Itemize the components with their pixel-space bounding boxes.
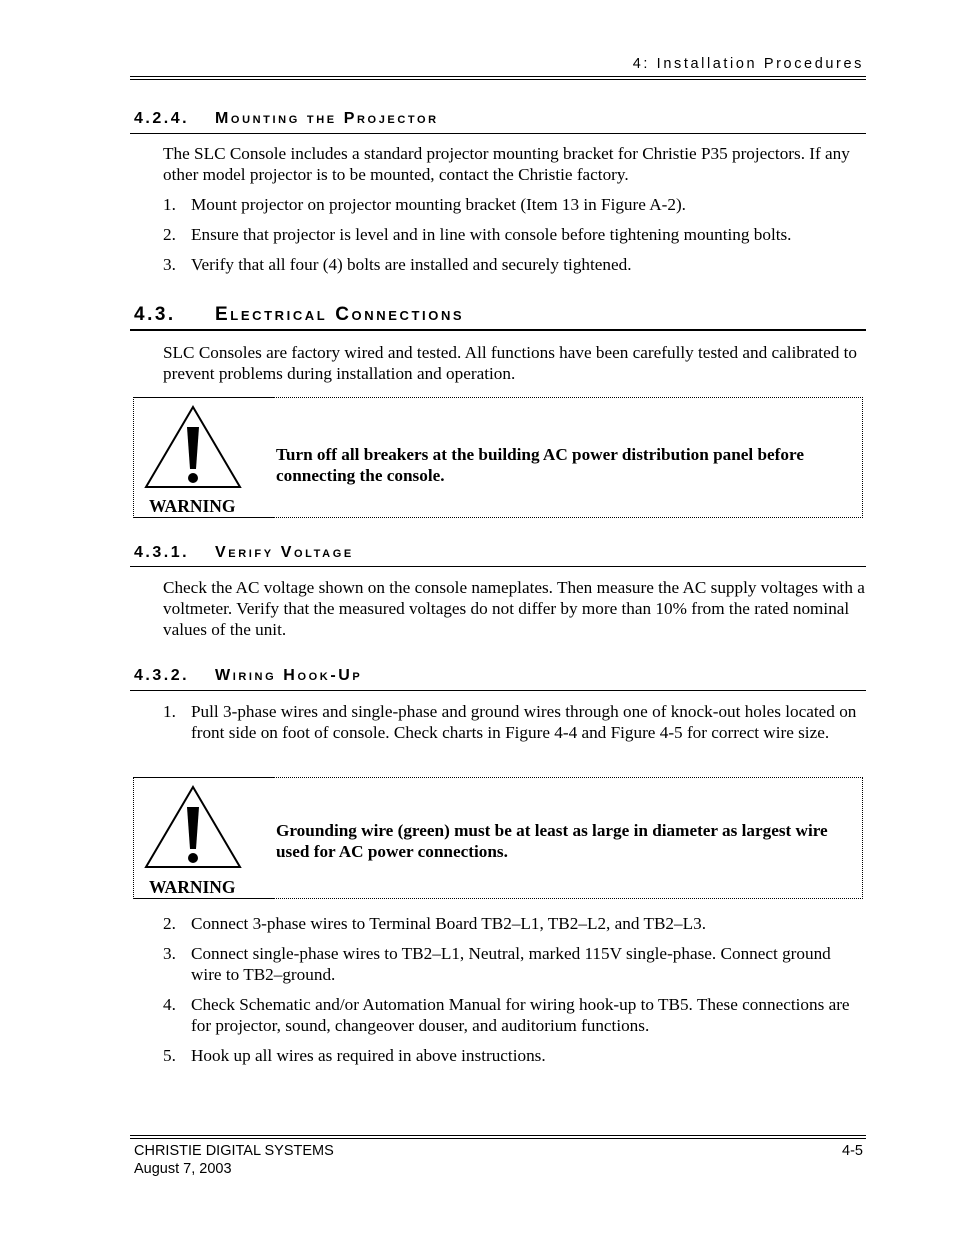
running-header: 4: Installation Procedures: [632, 56, 864, 72]
mounting-intro: The SLC Console includes a standard projector mounting bracket for Christie P35 projectors. If any other model projector is to be mounted, contact the Christie factory.: [163, 144, 850, 184]
mounting-step-1-number: 1.: [163, 195, 176, 214]
warning-text-breakers: Turn off all breakers at the building AC power distribution panel before connecting the console.: [276, 445, 804, 485]
section-rule-4-3-2: [130, 690, 866, 691]
wiring-step-5-number: 5.: [163, 1046, 176, 1065]
wiring-step-1-number: 1.: [163, 702, 176, 721]
wiring-step-3-number: 3.: [163, 944, 176, 963]
section-rule-4-2-4: [130, 133, 866, 134]
header-rule-top: [130, 76, 866, 77]
section-number-4-3: 4.3.: [134, 304, 176, 325]
mounting-step-3-number: 3.: [163, 255, 176, 274]
wiring-step-3: Connect single-phase wires to TB2–L1, Neutral, marked 115V single-phase. Connect ground wire to TB2–ground.: [191, 944, 831, 984]
wiring-step-4: Check Schematic and/or Automation Manual for wiring hook-up to TB5. These connections are for projector, sound, changeover douser, and auditorium functions.: [191, 995, 850, 1035]
mounting-step-2: Ensure that projector is level and in line with console before tightening mounting bolts.: [191, 225, 792, 244]
wiring-step-2-number: 2.: [163, 914, 176, 933]
mounting-step-1: Mount projector on projector mounting bracket (Item 13 in Figure A-2).: [191, 195, 686, 214]
section-rule-4-3-1: [130, 566, 866, 567]
mounting-step-3: Verify that all four (4) bolts are installed and securely tightened.: [191, 255, 632, 274]
section-title-verify-voltage: Verify Voltage: [215, 544, 354, 561]
footer-company: CHRISTIE DIGITAL SYSTEMS: [134, 1143, 334, 1159]
wiring-step-2: Connect 3-phase wires to Terminal Board TB2–L1, TB2–L2, and TB2–L3.: [191, 914, 706, 933]
wiring-step-4-number: 4.: [163, 995, 176, 1014]
section-title-electrical: Electrical Connections: [215, 304, 465, 325]
warning-box-breakers: [133, 397, 863, 518]
warning-label: WARNING: [149, 496, 236, 516]
warning-triangle-icon: [144, 405, 242, 489]
warning-text-grounding: Grounding wire (green) must be at least as large in diameter as largest wire used for AC power connections.: [276, 821, 828, 861]
section-title-wiring: Wiring Hook-Up: [215, 667, 363, 684]
wiring-step-5: Hook up all wires as required in above instructions.: [191, 1046, 546, 1065]
footer-date: August 7, 2003: [134, 1161, 232, 1177]
warning-box-grounding: [133, 777, 863, 899]
section-number-4-3-1: 4.3.1.: [134, 544, 190, 561]
section-title-mounting: Mounting the Projector: [215, 110, 439, 127]
electrical-intro: SLC Consoles are factory wired and tested. All functions have been carefully tested and calibrated to prevent problems during installation and operation.: [163, 343, 857, 383]
footer-rule-top: [130, 1135, 866, 1136]
footer-rule-bottom: [130, 1138, 866, 1139]
mounting-step-2-number: 2.: [163, 225, 176, 244]
header-rule-bottom: [130, 79, 866, 80]
warning-triangle-icon: [144, 785, 242, 869]
wiring-step-1: Pull 3-phase wires and single-phase and ground wires through one of knock-out holes located on front side on foot of console. Check charts in Figure 4-4 and Figure 4-5 for correct wire size.: [191, 702, 857, 742]
footer-page-number: 4-5: [842, 1143, 863, 1159]
warning-label: WARNING: [149, 877, 236, 897]
verify-voltage-text: Check the AC voltage shown on the console nameplates. Then measure the AC supply voltages with a voltmeter. Verify that the measured voltages do not differ by more than 10% from the rated nominal values of the unit.: [163, 578, 865, 639]
section-number-4-2-4: 4.2.4.: [134, 110, 190, 127]
section-rule-4-3: [130, 329, 866, 331]
section-number-4-3-2: 4.3.2.: [134, 667, 190, 684]
